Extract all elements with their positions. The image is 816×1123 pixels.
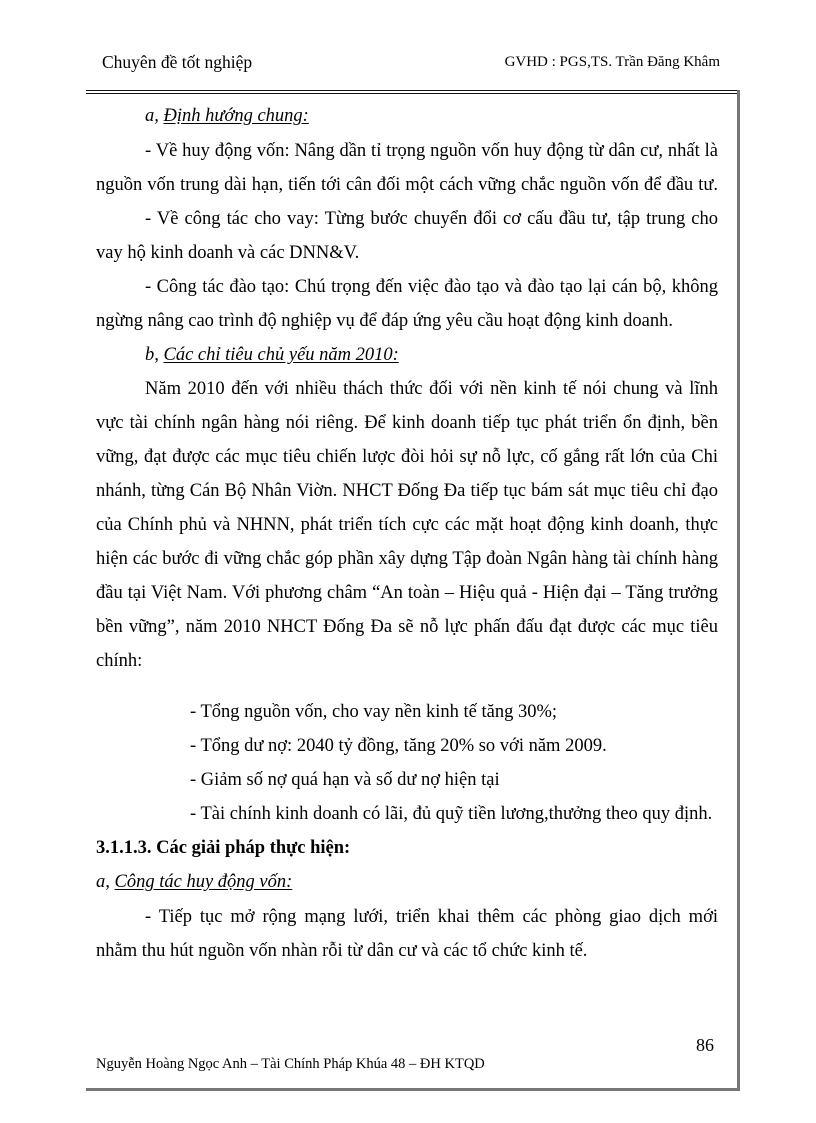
section-a-title: Định hướng chung: — [163, 106, 309, 126]
paragraph-line: bền vững”, năm 2010 NHCT Đống Đa sẽ nỗ lực phấn đấu đạt được các mục tiêu — [96, 617, 718, 637]
paragraph-line: của Chính phủ và NHNN, phát triển tích cực các mặt hoạt động kinh doanh, thực — [96, 515, 718, 535]
paragraph-line: nhánh, từng Cán Bộ Nhân Viờn. NHCT Đống Đa tiếp tục bám sát mục tiêu chỉ đạo — [96, 481, 718, 501]
paragraph-line: nhằm thu hút nguồn vốn nhàn rỗi từ dân cư và các tổ chức kinh tế. — [96, 941, 588, 961]
header-right-supervisor: GVHD : PGS,TS. Trần Đăng Khâm — [504, 54, 720, 70]
target-list-item: - Giảm số nợ quá hạn và số dư nợ hiện tại — [190, 770, 500, 790]
footer-author: Nguyễn Hoàng Ngọc Anh – Tài Chính Pháp Khúa 48 – ĐH KTQD — [96, 1056, 485, 1072]
section-3a-prefix: a, — [96, 872, 110, 892]
paragraph-line: vực tài chính ngân hàng nói riêng. Để kinh doanh tiếp tục phát triển ổn định, bền — [96, 413, 718, 433]
page-number: 86 — [696, 1035, 714, 1055]
section-a-heading — [145, 104, 767, 128]
paragraph-line: vay hộ kinh doanh và các DNN&V. — [96, 243, 360, 263]
page-frame-bottom — [86, 1088, 740, 1091]
paragraph-line: vững, đạt được các mục tiêu chiến lược đòi hỏi sự nỗ lực, cố gắng rất lớn của Chi — [96, 447, 718, 467]
target-list-item: - Tổng nguồn vốn, cho vay nền kinh tế tăng 30%; — [190, 702, 558, 722]
paragraph-line: ngừng nâng cao trình độ nghiệp vụ để đáp ứng yêu cầu hoạt động kinh doanh. — [96, 311, 673, 331]
paragraph-line: - Tiếp tục mở rộng mạng lưới, triển khai thêm các phòng giao dịch mới — [145, 907, 718, 927]
paragraph-line: chính: — [96, 651, 143, 671]
section-b-title: Các chỉ tiêu chủ yếu năm 2010: — [163, 345, 399, 365]
target-list-item: - Tài chính kinh doanh có lãi, đủ quỹ tiền lương,thưởng theo quy định. — [190, 804, 713, 824]
section-b-prefix: b, — [145, 345, 159, 365]
paragraph-line: - Công tác đào tạo: Chú trọng đến việc đào tạo và đào tạo lại cán bộ, không — [145, 277, 718, 297]
paragraph-line: nguồn vốn trung dài hạn, tiến tới cân đối một cách vững chắc nguồn vốn để đầu tư. — [96, 175, 718, 195]
paragraph-line: - Về công tác cho vay: Từng bước chuyển đổi cơ cấu đầu tư, tập trung cho — [145, 209, 718, 229]
header-left-title: Chuyên đề tốt nghiệp — [102, 52, 253, 72]
target-list-item: - Tổng dư nợ: 2040 tỷ đồng, tăng 20% so với năm 2009. — [190, 736, 607, 756]
section-3a-heading — [96, 870, 718, 894]
paragraph-line: - Về huy động vốn: Nâng dần tỉ trọng nguồn vốn huy động từ dân cư, nhất là — [145, 141, 718, 161]
section-b-heading — [145, 343, 767, 367]
section-3a-title: Công tác huy động vốn: — [114, 872, 293, 892]
paragraph-line: đầu tại Việt Nam. Với phương châm “An toàn – Hiệu quả - Hiện đại – Tăng trưởng — [96, 583, 718, 603]
paragraph-line: hiện các bước đi vững chắc góp phần xây dựng Tập đoàn Ngân hàng tài chính hàng — [96, 549, 718, 569]
paragraph-line: Năm 2010 đến với nhiều thách thức đối với nền kinh tế nói chung và lĩnh — [145, 379, 718, 399]
section-3-heading: 3.1.1.3. Các giải pháp thực hiện: — [96, 838, 351, 858]
section-a-prefix: a, — [145, 106, 159, 126]
